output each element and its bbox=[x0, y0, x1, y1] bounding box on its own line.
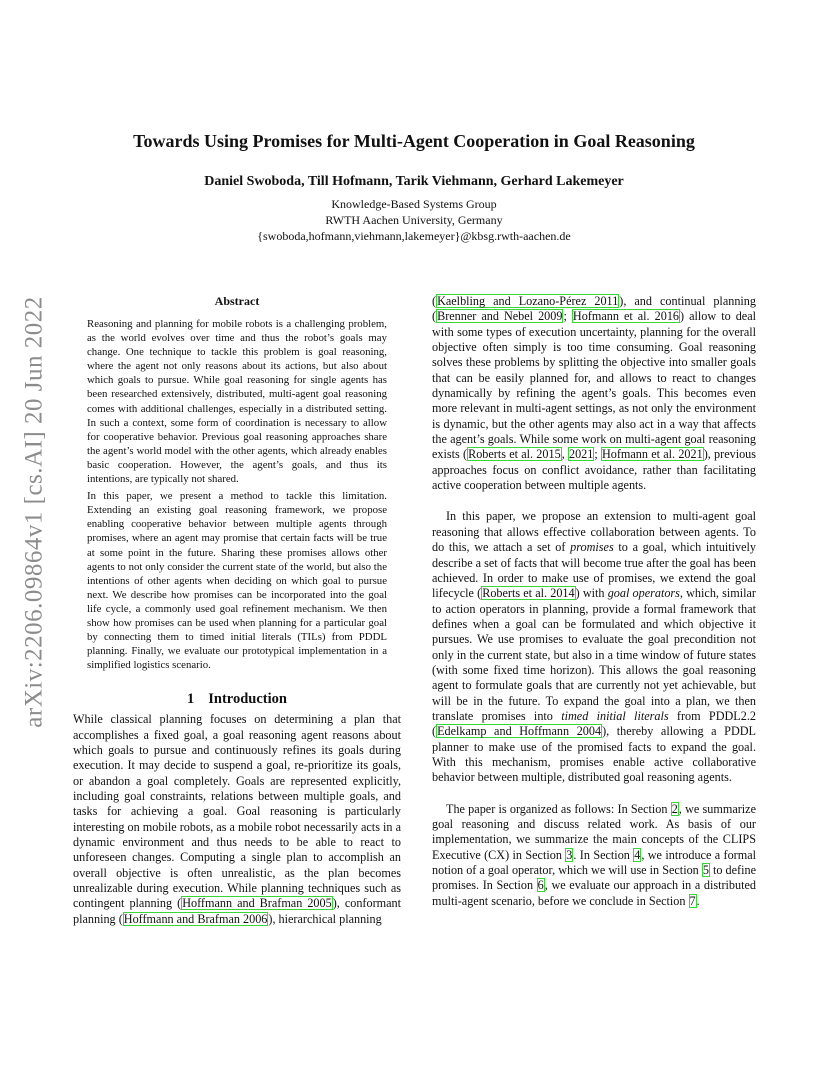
citation-link[interactable]: 2021 bbox=[568, 447, 594, 462]
author-list: Daniel Swoboda, Till Hofmann, Tarik Viehmann, Gerhard Lakemeyer bbox=[204, 174, 624, 189]
text-run: ) allow to deal with some types of execution uncertainty, planning for the overall objective often simply is too time consuming. Goal reasoning solves these problems by splitting the objective into smaller goals that can be easily planned for, and allows to react to changes dynamically by refining the agent’s goals. This becomes even more relevant in multi-agent settings, as not only the environment is dynamic, but the other agents may also act in a way that affects the agent’s goals. While some work on multi-agent goal reasoning exists ( bbox=[432, 309, 757, 462]
text-run: ; bbox=[594, 447, 601, 462]
right-column bbox=[432, 294, 756, 909]
intro-continued-paragraph bbox=[432, 294, 756, 493]
section-number: 1 bbox=[187, 691, 195, 708]
section-heading-introduction bbox=[73, 690, 401, 708]
citation-link[interactable]: Brenner and Nebel 2009 bbox=[437, 309, 563, 324]
text-run: , which, similar to action operators in planning, provide a formal framework that defines when a goal can be formulated and which objective it pursues. We use promises to evaluate the goal precondition not only in the current state, but also in a time window of future states (with some fixed time horizon). This allows the goal reasoning agent to formulate goals that are currently not yet achievable, but will be in the future. To expand the goal into a plan, we then translate promises into bbox=[432, 586, 756, 723]
citation-link[interactable]: Hoffmann and Brafman 2005 bbox=[182, 896, 332, 911]
section-title: Introduction bbox=[208, 691, 287, 708]
affiliation-emails: {swoboda,hofmann,viehmann,lakemeyer}@kbsg.rwth-aachen.de bbox=[257, 229, 571, 243]
emphasis-text: timed initial literals bbox=[561, 708, 669, 723]
arxiv-stamp bbox=[20, 296, 50, 728]
text-run: . In Section bbox=[573, 847, 634, 862]
contribution-paragraph bbox=[432, 509, 756, 785]
section-ref-link[interactable]: 7 bbox=[689, 893, 696, 908]
citation-link[interactable]: Hofmann et al. 2016 bbox=[572, 309, 680, 324]
citation-link[interactable]: Kaelbling and Lozano-Pérez 2011 bbox=[437, 294, 619, 308]
arxiv-id[interactable]: arXiv:2206.09864v1 [cs.AI] 20 Jun 2022 bbox=[21, 296, 49, 728]
section-ref-link[interactable]: 4 bbox=[634, 847, 641, 862]
text-run: to define promises. In Section bbox=[432, 863, 757, 893]
text-run: , we evaluate our approach in a distributed multi-agent scenario, before we conclude in Section bbox=[432, 878, 756, 908]
citation-link[interactable]: Hoffmann and Brafman 2006 bbox=[123, 911, 268, 926]
section-ref-link[interactable]: 3 bbox=[566, 847, 573, 862]
section-ref-link[interactable]: 6 bbox=[537, 878, 544, 893]
emphasis-text: promises bbox=[570, 540, 614, 555]
text-run: to a goal, which intuitively describe a set of facts that will become true after the goal has been achieved. In order to make use of promises, we extend the goal lifecycle ( bbox=[432, 540, 756, 601]
text-run: ), and continual planning ( bbox=[432, 294, 756, 324]
paper-title: Towards Using Promises for Multi-Agent Cooperation in Goal Reasoning bbox=[133, 131, 695, 151]
citation-link[interactable]: Roberts et al. 2015 bbox=[468, 447, 561, 462]
intro-text-b: ), conformant planning ( bbox=[73, 896, 401, 926]
text-run: ) with bbox=[575, 586, 608, 601]
text-run: ; bbox=[563, 309, 572, 324]
intro-text-c: ), hierarchical planning bbox=[268, 911, 382, 926]
text-run: , bbox=[561, 447, 568, 462]
affiliation-university: RWTH Aachen University, Germany bbox=[325, 213, 503, 227]
affiliation-block bbox=[60, 196, 768, 244]
abstract-heading: Abstract bbox=[214, 294, 260, 308]
citation-link[interactable]: Edelkamp and Hoffmann 2004 bbox=[437, 724, 602, 739]
section-ref-link[interactable]: 5 bbox=[702, 863, 709, 878]
left-column bbox=[73, 294, 401, 939]
emphasis-text: goal operators bbox=[607, 586, 680, 601]
intro-text-a: While classical planning focuses on determining a plan that accomplishes a fixed goal, a goal reasoning agent reasons about which goals to pursue and continuously refines its goals during execution. It may decide to suspend a goal, re-prioritize its goals, or abandon a goal completely. Goals are represented explicitly, including goal constraints, relations between multiple goals, and tasks for achieving a goal. Goal reasoning is particularly interesting on mobile robots, as a mobile robot necessarily acts in a dynamic environment and thus needs to be able to react to unforeseen changes. Computing a single plan to accomplish an overall objective is often unrealistic, as the plan becomes unrealizable during execution. While planning techniques such as contingent planning ( bbox=[73, 712, 401, 911]
text-run: , we summarize goal reasoning and discuss related work. As basis of our implementation, we summarize the main concepts of the CLIPS Executive (CX) in Section bbox=[432, 801, 757, 862]
text-run: ), previous approaches focus on conflict avoidance, rather than facilitating active cooperation between multiple agents. bbox=[432, 447, 757, 493]
text-run: In this paper, we propose an extension to multi-agent goal reasoning that allows effective collaboration between agents. To do this, we attach a set of bbox=[432, 509, 756, 555]
text-run: ( bbox=[432, 294, 437, 308]
intro-paragraph bbox=[73, 712, 401, 927]
text-run: , we introduce a formal notion of a goal operator, which we will use in Section bbox=[432, 847, 756, 878]
affiliation-group: Knowledge-Based Systems Group bbox=[331, 197, 497, 211]
citation-link[interactable]: Roberts et al. 2014 bbox=[482, 586, 575, 601]
abstract-paragraph-2: In this paper, we present a method to tackle this limitation. Extending an existing goal reasoning framework, we propose enabling cooperative behavior between multiple agents through promises, where an agent may promise that certain facts will be true at some point in the future. Sharing these promises allows other agents to not only consider the current state of the world, but also the intentions of other agents when deciding on which goal to pursue next. We describe how promises can be incorporated into the goal life cycle, a commonly used goal refinement mechanism. We then show how promises can be used when planning for a particular goal by connecting them to timed initial literals (TILs) from PDDL planning. Finally, we evaluate our prototypical implementation in a simplified logistics scenario. bbox=[87, 490, 387, 672]
text-run: from PDDL2.2 ( bbox=[432, 708, 756, 739]
text-run: ), thereby allowing a PDDL planner to make use of the promised facts to expand the goal. With this mechanism, promises enable active collaborative behavior between multiple, distributed goal reasoning agents. bbox=[432, 724, 756, 785]
citation-link[interactable]: Hofmann et al. 2021 bbox=[601, 447, 703, 462]
abstract-paragraph-1: Reasoning and planning for mobile robots is a challenging problem, as the world evolves over time and thus the robot’s goals may change. One technique to tackle this problem is goal reasoning, where the agent not only reasons about its actions, but also about which goals to pursue. While goal reasoning for single agents has been researched extensively, distributed, multi-agent goal reasoning comes with additional challenges, especially in a distributed setting. In such a context, some form of coordination is necessary to allow for cooperative behavior. Previous goal reasoning approaches share the agent’s world model with the other agents, which already enables basic cooperation. However, the agent’s goals, and thus its intentions, are typically not shared. bbox=[87, 318, 387, 486]
text-run: . bbox=[696, 893, 700, 908]
text-run: The paper is organized as follows: In Section bbox=[446, 801, 671, 816]
section-ref-link[interactable]: 2 bbox=[671, 801, 678, 816]
organization-paragraph bbox=[432, 802, 756, 909]
